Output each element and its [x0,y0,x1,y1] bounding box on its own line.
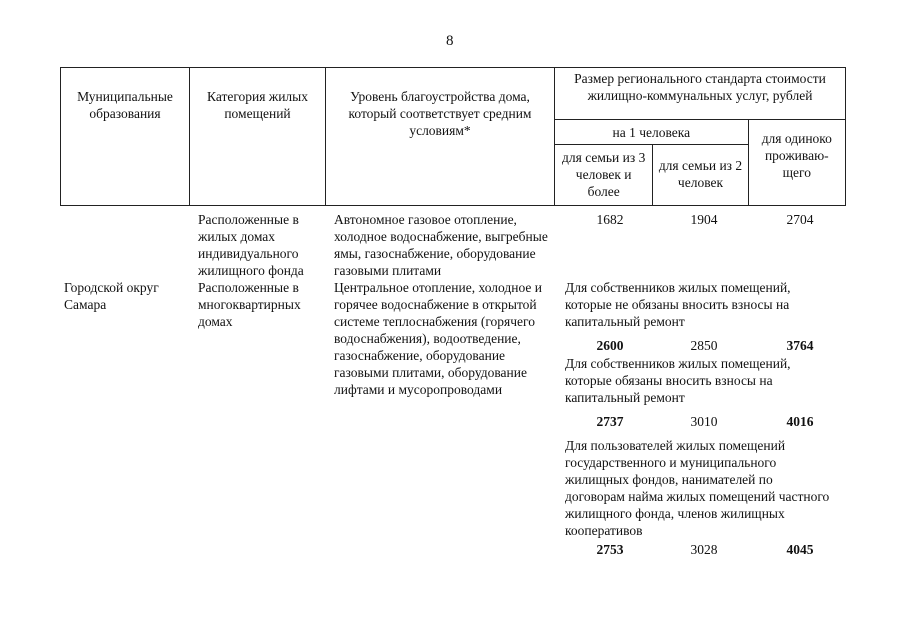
header-table [60,67,846,206]
value-family2-b: 3010 [690,414,718,429]
note-no-capital-repair: Для собственников жилых помещений, которые не обязаны вносить взносы на капитальный ремонт [565,280,791,329]
value-family3-c: 2753 [596,542,624,557]
header-per-person: на 1 человека [555,120,749,145]
value-single-a: 3764 [786,338,814,353]
header-family3: для семьи из 3 человек и более [555,145,653,206]
value-family3-a: 2600 [596,338,624,353]
value-family3-row1: 1682 [596,212,624,227]
category-individual: Расположенные в жилых домах индивидуального жилищного фонда [198,212,304,278]
value-single-c: 4045 [786,542,814,557]
header-size: Размер регионального стандарта стоимости жилищно-коммунальных услуг, рублей [555,68,846,120]
level-apartment: Центральное отопление, холодное и горячее водоснабжение в открытой системе теплоснабжения (горячего водоснабжения), водоотведение, газоснабжение, оборудование газовыми плитами, оборудование лифтами и мусоропроводами [334,280,542,397]
header-level: Уровень благоустройства дома, который соответствует средним условиям* [326,68,555,206]
note-capital-repair: Для собственников жилых помещений, которые обязаны вносить взносы на капитальный ремонт [565,356,791,405]
value-family3-b: 2737 [596,414,624,429]
level-individual: Автономное газовое отопление, холодное водоснабжение, выгребные ямы, газоснабжение, оборудование газовыми плитами [334,212,548,278]
category-apartment: Расположенные в многоквартирных домах [198,280,301,329]
value-family2-row1: 1904 [690,212,718,227]
note-tenants: Для пользователей жилых помещений государственного и муниципального жилищных фондов, нанимателей по договорам найма жилых помещений частного жилищного фонда, членов жилищных кооперативов [565,438,830,538]
municipality: Городской округ Самара [64,280,159,312]
value-family2-a: 2850 [690,338,718,353]
header-category: Категория жилых помещений [190,68,326,206]
value-family2-c: 3028 [690,542,718,557]
header-family2: для семьи из 2 человек [653,145,748,206]
value-single-b: 4016 [786,414,814,429]
header-municipal: Муниципальные образования [61,68,190,206]
page-number: 8 [446,33,454,49]
value-single-row1: 2704 [786,212,814,227]
header-single: для одиноко проживаю-щего [748,120,845,206]
